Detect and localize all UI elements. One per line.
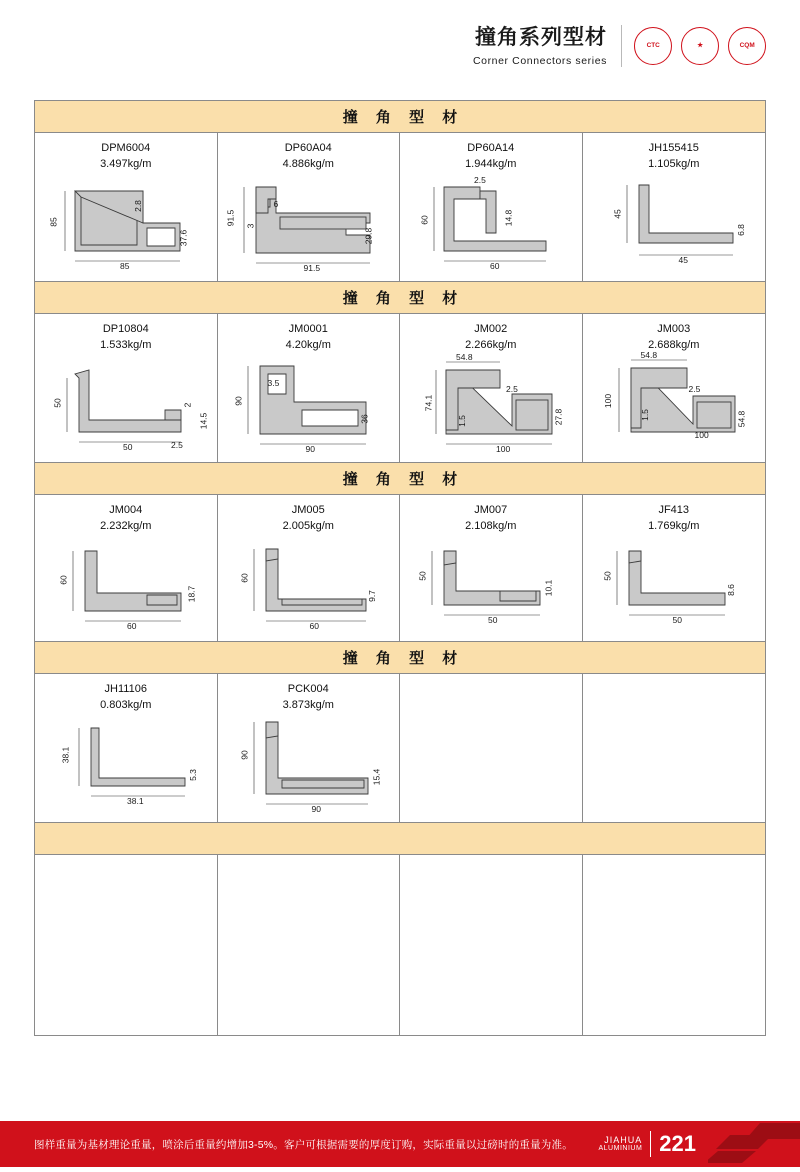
dim-label: 60 <box>59 575 69 584</box>
dim-label: 36 <box>359 414 369 423</box>
profile-weight: 1.533kg/m <box>35 338 217 354</box>
table-row-empty <box>35 855 765 1035</box>
dim-label: 2.5 <box>171 440 183 450</box>
dim-label: 54.8 <box>641 350 658 360</box>
profile-drawing-empty <box>583 682 766 790</box>
dim-label: 85 <box>49 217 59 226</box>
dim-label: 45 <box>612 209 622 218</box>
profile-code: DP10804 <box>35 322 217 338</box>
profile-cell-dp60a04 <box>218 133 401 281</box>
dim-label: 50 <box>418 571 428 580</box>
dim-label: 29.8 <box>363 228 373 245</box>
profile-drawing <box>218 354 400 462</box>
empty-cell <box>218 855 401 1035</box>
dim-label: 90 <box>239 750 249 759</box>
brand-subname: ALUMINIUM <box>599 1145 643 1153</box>
dim-label: 60 <box>420 215 430 224</box>
dim-label: 60 <box>239 573 249 582</box>
dim-label: 5.3 <box>188 769 198 781</box>
profile-cell-empty-2 <box>583 674 766 822</box>
table-row <box>35 674 765 823</box>
profile-drawing <box>35 714 217 822</box>
dim-label: 91.5 <box>225 210 235 227</box>
profile-weight: 0.803kg/m <box>35 698 217 714</box>
footer-note: 图样重量为基材理论重量，喷涂后重量约增加3-5%。客户可根据需要的厚度订购，实际重量以过磅时的重量为准。 <box>34 1137 573 1152</box>
dim-label: 50 <box>673 615 682 625</box>
profile-weight: 2.688kg/m <box>583 338 766 354</box>
dim-label: 8.6 <box>725 584 735 596</box>
dim-label: 10.1 <box>543 579 553 596</box>
profile-drawing <box>400 173 582 281</box>
profile-cell-jm005 <box>218 495 401 641</box>
dim-label: 38.1 <box>60 746 70 763</box>
dim-label: 18.7 <box>186 585 196 602</box>
section-band-2: 撞 角 型 材 <box>35 282 765 314</box>
page-number: 221 <box>650 1131 696 1157</box>
dim-label: 2.5 <box>689 384 701 394</box>
profile-cell-jm002 <box>400 314 583 462</box>
section-band-5 <box>35 823 765 855</box>
dim-label: 90 <box>306 444 315 454</box>
section-band-4: 撞 角 型 材 <box>35 642 765 674</box>
dim-label: 1.5 <box>639 409 649 421</box>
profile-cell-pck004 <box>218 674 401 822</box>
profile-code: JM004 <box>35 503 217 519</box>
profile-code: JH11106 <box>35 682 217 698</box>
dim-label: 14.8 <box>503 210 513 227</box>
brand-block <box>599 1135 643 1153</box>
china-mark-badge-label: CTC <box>646 43 659 50</box>
dim-label: 9.7 <box>366 590 376 602</box>
profile-code: JM0001 <box>218 322 400 338</box>
dim-label: 54.8 <box>736 410 746 427</box>
page-header <box>0 0 800 92</box>
table-row <box>35 314 765 463</box>
profile-drawing <box>583 354 766 462</box>
profile-cell-jm007 <box>400 495 583 641</box>
table-row <box>35 133 765 282</box>
header-divider <box>621 25 622 67</box>
profile-weight: 3.497kg/m <box>35 157 217 173</box>
empty-cell <box>583 855 766 1035</box>
profile-drawing <box>400 354 582 462</box>
empty-cell <box>35 855 218 1035</box>
china-mark-badge <box>634 27 672 65</box>
dim-label: 91.5 <box>304 263 321 273</box>
profile-table <box>34 100 766 1036</box>
profile-weight: 2.108kg/m <box>400 519 582 535</box>
section-band-1: 撞 角 型 材 <box>35 101 765 133</box>
page-subtitle: Corner Connectors series <box>473 55 607 67</box>
dim-label: 90 <box>312 804 321 814</box>
page-footer <box>0 1121 800 1167</box>
profile-drawing <box>583 173 766 281</box>
profile-cell-jm004 <box>35 495 218 641</box>
dim-label: 60 <box>490 261 499 271</box>
profile-weight: 1.769kg/m <box>583 519 766 535</box>
profile-drawing-empty <box>400 682 582 790</box>
dim-label: 14.5 <box>198 412 208 429</box>
empty-cell <box>400 855 583 1035</box>
dim-label: 6.8 <box>735 224 745 236</box>
dim-label: 1.5 <box>457 415 467 427</box>
profile-code: JM007 <box>400 503 582 519</box>
footer-right <box>599 1121 800 1167</box>
profile-cell-empty-1 <box>400 674 583 822</box>
profile-weight: 2.005kg/m <box>218 519 400 535</box>
profile-drawing <box>218 714 400 822</box>
dim-label: 15.4 <box>371 768 381 785</box>
profile-weight: 2.266kg/m <box>400 338 582 354</box>
profile-code: JM003 <box>583 322 766 338</box>
profile-drawing <box>35 173 217 281</box>
dim-label: 85 <box>120 261 129 271</box>
dim-label: 74.1 <box>423 394 433 411</box>
cqm-badge <box>728 27 766 65</box>
profile-code: JM005 <box>218 503 400 519</box>
profile-cell-jf413 <box>583 495 766 641</box>
header-title-block <box>473 25 607 66</box>
dim-label: 6 <box>274 199 279 209</box>
brand-name: JIAHUA <box>599 1135 643 1145</box>
profile-weight: 3.873kg/m <box>218 698 400 714</box>
table-row <box>35 495 765 642</box>
profile-drawing <box>583 535 766 641</box>
dim-label: 2.5 <box>506 384 518 394</box>
dim-label: 38.1 <box>127 796 144 806</box>
dim-label: 50 <box>488 615 497 625</box>
dim-label: 50 <box>602 571 612 580</box>
certification-badges <box>634 27 766 65</box>
swoosh-decoration <box>708 1121 800 1167</box>
dim-label: 37.6 <box>178 230 188 247</box>
profile-cell-jm003 <box>583 314 766 462</box>
dim-label: 2.5 <box>474 175 486 185</box>
dim-label: 45 <box>679 255 688 265</box>
profile-cell-dp10804 <box>35 314 218 462</box>
profile-weight: 4.20kg/m <box>218 338 400 354</box>
profile-weight: 1.944kg/m <box>400 157 582 173</box>
profile-code: PCK004 <box>218 682 400 698</box>
profile-code: DPM6004 <box>35 141 217 157</box>
cqm-badge-label: CQM <box>739 43 754 50</box>
dim-label: 100 <box>603 394 613 408</box>
dim-label: 2.8 <box>133 200 143 212</box>
dim-label: 60 <box>310 621 319 631</box>
profile-code: JH155415 <box>583 141 766 157</box>
dim-label: 27.8 <box>553 408 563 425</box>
section-band-3: 撞 角 型 材 <box>35 463 765 495</box>
profile-cell-dpm6004 <box>35 133 218 281</box>
profile-code: DP60A14 <box>400 141 582 157</box>
profile-drawing <box>35 354 217 462</box>
profile-cell-jm0001 <box>218 314 401 462</box>
dim-label: 50 <box>53 398 63 407</box>
profile-code: JM002 <box>400 322 582 338</box>
dim-label: 100 <box>695 430 709 440</box>
profile-drawing <box>400 535 582 641</box>
dim-label: 3 <box>245 224 255 229</box>
profile-cell-jh155415 <box>583 133 766 281</box>
dim-label: 54.8 <box>456 352 473 362</box>
profile-cell-jh11106 <box>35 674 218 822</box>
profile-code: DP60A04 <box>218 141 400 157</box>
profile-drawing <box>35 535 217 641</box>
iso-star-badge-label: ★ <box>697 43 703 50</box>
profile-weight: 2.232kg/m <box>35 519 217 535</box>
dim-label: 3.5 <box>268 378 280 388</box>
dim-label: 60 <box>127 621 136 631</box>
profile-code: JF413 <box>583 503 766 519</box>
page-title: 撞角系列型材 <box>473 25 607 51</box>
profile-weight: 4.886kg/m <box>218 157 400 173</box>
dim-label: 100 <box>496 444 510 454</box>
iso-star-badge <box>681 27 719 65</box>
dim-label: 2 <box>182 402 192 407</box>
profile-weight: 1.105kg/m <box>583 157 766 173</box>
profile-drawing <box>218 535 400 641</box>
dim-label: 50 <box>123 442 132 452</box>
dim-label: 90 <box>233 396 243 405</box>
profile-drawing <box>218 173 400 281</box>
profile-cell-dp60a14 <box>400 133 583 281</box>
